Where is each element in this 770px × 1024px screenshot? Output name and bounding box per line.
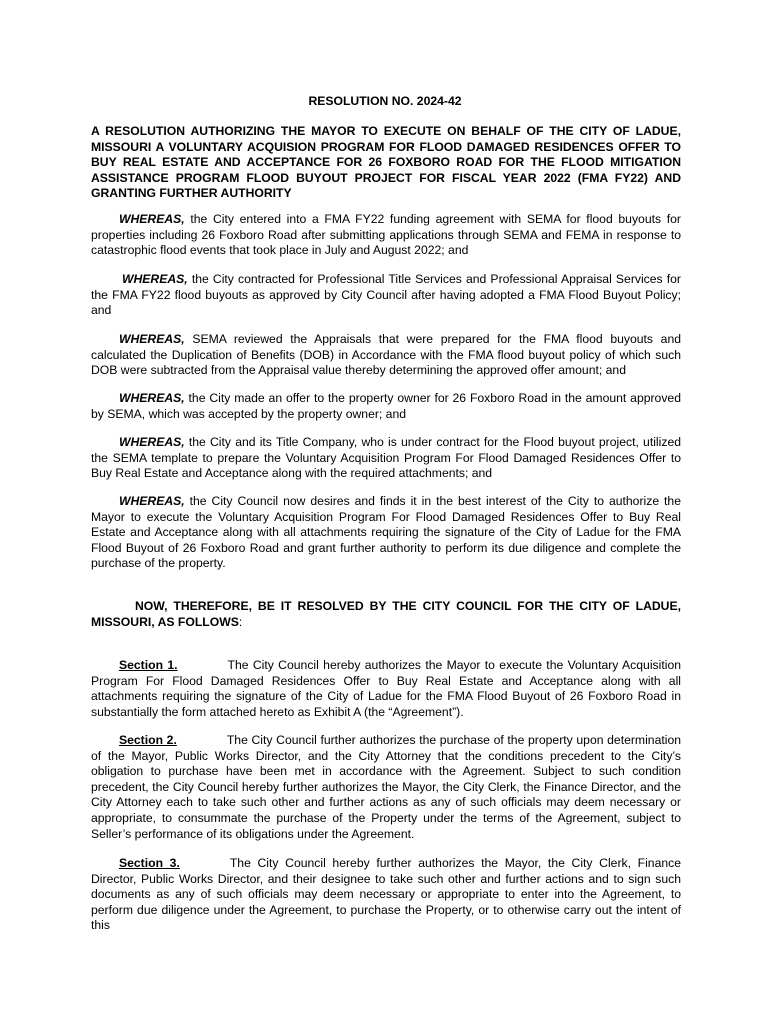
section-text: The City Council hereby further authorizes the Mayor, the City Clerk, Finance Director, Public Works Director, and their designee to take such other and further actions and to sign such documents as any of such officials may deem necessary or appropriate to enter into the Agreement, to perform due diligence under the Agreement, to purchase the Property, or to otherwise carry out the intent of this <box>91 856 681 933</box>
resolution-number: RESOLUTION NO. 2024-42 <box>308 94 462 108</box>
whereas-text: the City made an offer to the property owner for 26 Foxboro Road in the amount approved by SEMA, which was accepted by the property owner; and <box>91 391 681 421</box>
section-text: The City Council hereby authorizes the Mayor to execute the Voluntary Acquisition Program For Flood Damaged Residences Offer to Buy Real Estate and Acceptance along with all attachments requiring the signature of the City of Ladue for the FMA Flood Buyout of 26 Foxboro Road in substantially the form attached hereto as Exhibit A (the “Agreement”). <box>91 658 681 719</box>
section-2-paragraph <box>91 733 681 842</box>
whereas-paragraph-1 <box>91 212 681 259</box>
section-label: Section 3. <box>119 856 180 870</box>
whereas-text: the City entered into a FMA FY22 funding agreement with SEMA for flood buyouts for properties including 26 Foxboro Road after submitting applications through SEMA and FEMA in response to catastrophic flood events that took place in July and August 2022; and <box>91 212 681 258</box>
whereas-paragraph-4 <box>91 391 681 422</box>
section-label: Section 1. <box>119 658 178 672</box>
whereas-paragraph-5 <box>91 435 681 482</box>
section-text: The City Council further authorizes the purchase of the property upon determination of the Mayor, Public Works Director, and the City Attorney that the conditions precedent to the City’s obligation to purchase have been met in accordance with the Agreement. Subject to such condition precedent, the City Council hereby further authorizes the Mayor, the City Clerk, the Finance Director, and the City Attorney each to take such other and further actions as any of such officials may deem necessary or appropriate, to consummate the purchase of the Property under the terms of the Agreement, subject to Seller’s performance of its obligations under the Agreement. <box>91 733 681 841</box>
whereas-text: the City contracted for Professional Title Services and Professional Appraisal Services for the FMA FY22 flood buyouts as approved by City Council after having adopted a FMA Flood Buyout Policy; and <box>91 272 681 318</box>
whereas-paragraph-6 <box>91 494 681 572</box>
whereas-lead: WHEREAS, <box>119 212 185 226</box>
whereas-paragraph-2 <box>91 272 681 319</box>
now-therefore-clause <box>91 599 681 630</box>
now-therefore-colon: : <box>238 614 243 629</box>
whereas-text: the City and its Title Company, who is under contract for the Flood buyout project, utilized the SEMA template to prepare the Voluntary Acquisition Program For Flood Damaged Residences Offer to Buy Real Estate and Acceptance along with the required attachments; and <box>91 435 681 481</box>
section-label: Section 2. <box>119 733 177 747</box>
whereas-lead: WHEREAS, <box>119 435 185 449</box>
whereas-text: the City Council now desires and finds it in the best interest of the City to authorize the Mayor to execute the Voluntary Acquisition Program For Flood Damaged Residences Offer to Buy Real Estate and Acceptance along with all attachments requiring the signature of the City of Ladue for the FMA Flood Buyout of 26 Foxboro Road and grant further authority to perform its due diligence and complete the purchase of the property. <box>91 494 681 571</box>
section-3-paragraph <box>91 856 681 934</box>
resolution-title: A RESOLUTION AUTHORIZING THE MAYOR TO EXECUTE ON BEHALF OF THE CITY OF LADUE, MISSOURI A VOLUNTARY ACQUISION PROGRAM FOR FLOOD DAMAGED RESIDENCES OFFER TO BUY REAL ESTATE AND ACCEPTANCE FOR 26 FOXBORO ROAD FOR THE FLOOD MITIGATION ASSISTANCE PROGRAM FLOOD BUYOUT PROJECT FOR FISCAL YEAR 2022 (FMA FY22) AND GRANTING FURTHER AUTHORITY <box>91 124 681 201</box>
whereas-lead: WHEREAS, <box>119 494 185 508</box>
whereas-lead: WHEREAS, <box>122 272 188 286</box>
whereas-lead: WHEREAS, <box>119 332 185 346</box>
now-therefore-text: NOW, THEREFORE, BE IT RESOLVED BY THE CITY COUNCIL FOR THE CITY OF LADUE, MISSOURI, AS FOLLOWS <box>91 599 681 629</box>
section-1-paragraph <box>91 658 681 720</box>
whereas-lead: WHEREAS, <box>119 391 185 405</box>
whereas-paragraph-3 <box>91 332 681 379</box>
whereas-text: SEMA reviewed the Appraisals that were prepared for the FMA flood buyouts and calculated the Duplication of Benefits (DOB) in Accordance with the FMA flood buyout policy of which such DOB were subtracted from the Appraisal value thereby determining the approved offer amount; and <box>91 332 681 378</box>
